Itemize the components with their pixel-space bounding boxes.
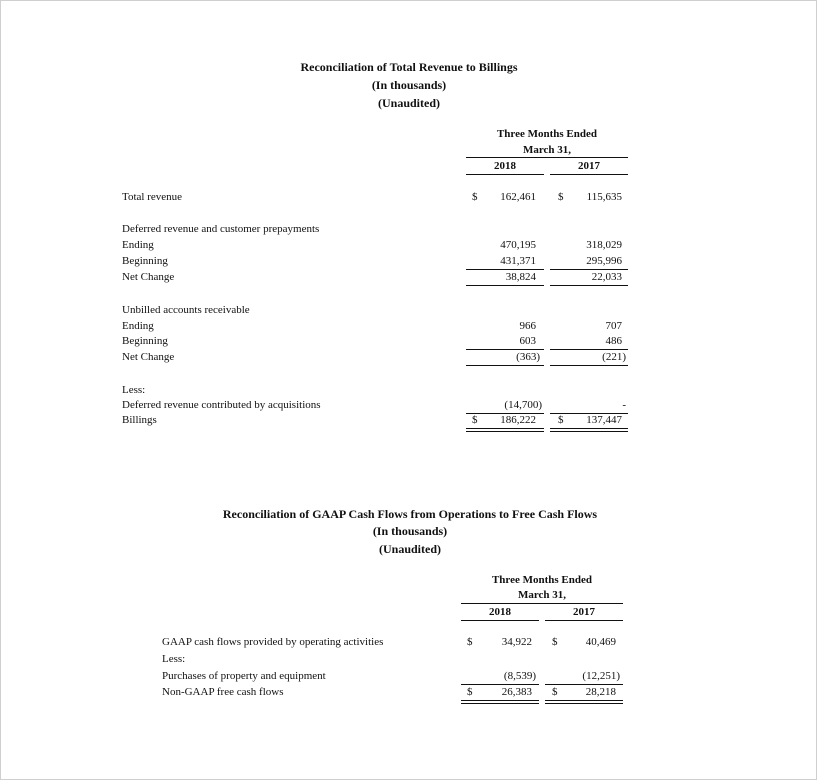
fcf-units: (In thousands) (372, 524, 448, 538)
row-label-less: Less: (162, 653, 186, 665)
group-label-deferred: Deferred revenue and customer prepayments (122, 223, 320, 235)
billings-audit: (Unaudited) (377, 96, 440, 110)
row-label-unbilled-beginning: Beginning (122, 335, 168, 347)
currency-symbol: $ (552, 636, 558, 648)
billings-col-2017: 2017 (578, 160, 600, 172)
value-total-revenue-2017: 115,635 (586, 191, 622, 203)
value-operating-2017: 40,469 (585, 636, 616, 648)
value-unbilled-beginning-2017: 486 (605, 335, 622, 347)
total-double-rule (466, 428, 544, 432)
subtotal-rule (545, 684, 623, 685)
currency-symbol: $ (472, 414, 478, 426)
subtotal-rule (550, 349, 628, 350)
value-unbilled-ending-2018: 966 (519, 320, 536, 332)
value-free-cash-2018: 26,383 (501, 686, 532, 698)
subtotal-rule (550, 269, 628, 270)
subtotal-rule (550, 365, 628, 366)
row-label-unbilled-net: Net Change (122, 351, 175, 363)
fcf-title: Reconciliation of GAAP Cash Flows from Operations to Free Cash Flows (222, 507, 598, 521)
subtotal-rule (466, 349, 544, 350)
value-acquisitions-2017: - (622, 399, 626, 411)
value-deferred-net-2017: 22,033 (591, 271, 622, 283)
billings-col-rule-2018 (466, 174, 544, 175)
row-label-deferred-net: Net Change (122, 271, 175, 283)
row-label-deferred-ending: Ending (122, 239, 154, 251)
total-double-rule (550, 428, 628, 432)
value-unbilled-beginning-2018: 603 (519, 335, 536, 347)
billings-period-date: March 31, (522, 144, 572, 156)
currency-symbol: $ (467, 686, 473, 698)
group-label-unbilled: Unbilled accounts receivable (122, 304, 250, 316)
currency-symbol: $ (552, 686, 558, 698)
value-capex-2018: (8,539) (503, 670, 536, 682)
currency-symbol: $ (472, 191, 478, 203)
subtotal-rule (461, 684, 539, 685)
row-label-billings: Billings (122, 414, 157, 426)
row-label-free-cash: Non-GAAP free cash flows (162, 686, 284, 698)
row-label-acquisitions: Deferred revenue contributed by acquisitions (122, 399, 321, 411)
currency-symbol: $ (467, 636, 473, 648)
row-label-deferred-beginning: Beginning (122, 255, 168, 267)
fcf-col-rule-2018 (461, 620, 539, 621)
total-double-rule (545, 700, 623, 704)
subtotal-rule (466, 365, 544, 366)
billings-title: Reconciliation of Total Revenue to Billings (300, 60, 518, 74)
value-unbilled-net-2017: (221) (602, 351, 626, 363)
row-label-operating: GAAP cash flows provided by operating activities (162, 636, 384, 648)
billings-header-rule (466, 157, 628, 158)
value-total-revenue-2018: 162,461 (500, 191, 536, 203)
value-capex-2017: (12,251) (582, 670, 620, 682)
billings-units: (In thousands) (371, 78, 447, 92)
subtotal-rule (550, 285, 628, 286)
billings-period-header: Three Months Ended (496, 128, 598, 140)
fcf-period-header: Three Months Ended (491, 574, 593, 586)
currency-symbol: $ (558, 414, 564, 426)
billings-col-rule-2017 (550, 174, 628, 175)
billings-col-2018: 2018 (494, 160, 516, 172)
row-label-capex: Purchases of property and equipment (162, 670, 326, 682)
value-operating-2018: 34,922 (501, 636, 532, 648)
fcf-audit: (Unaudited) (378, 542, 441, 556)
value-deferred-beginning-2018: 431,371 (500, 255, 536, 267)
currency-symbol: $ (558, 191, 564, 203)
fcf-col-2017: 2017 (573, 606, 595, 618)
fcf-header-rule (461, 603, 623, 604)
value-free-cash-2017: 28,218 (585, 686, 616, 698)
row-label-unbilled-ending: Ending (122, 320, 154, 332)
value-unbilled-ending-2017: 707 (605, 320, 622, 332)
value-billings-2018: 186,222 (500, 414, 536, 426)
value-unbilled-net-2018: (363) (516, 351, 540, 363)
subtotal-rule (466, 285, 544, 286)
value-deferred-beginning-2017: 295,996 (586, 255, 622, 267)
fcf-period-date: March 31, (517, 589, 567, 601)
value-acquisitions-2018: (14,700) (504, 399, 542, 411)
total-double-rule (461, 700, 539, 704)
value-deferred-net-2018: 38,824 (505, 271, 536, 283)
value-billings-2017: 137,447 (586, 414, 622, 426)
row-label-less: Less: (122, 384, 146, 396)
fcf-col-rule-2017 (545, 620, 623, 621)
value-deferred-ending-2018: 470,195 (500, 239, 536, 251)
subtotal-rule (466, 269, 544, 270)
value-deferred-ending-2017: 318,029 (586, 239, 622, 251)
row-label-total-revenue: Total revenue (122, 191, 183, 203)
fcf-col-2018: 2018 (489, 606, 511, 618)
